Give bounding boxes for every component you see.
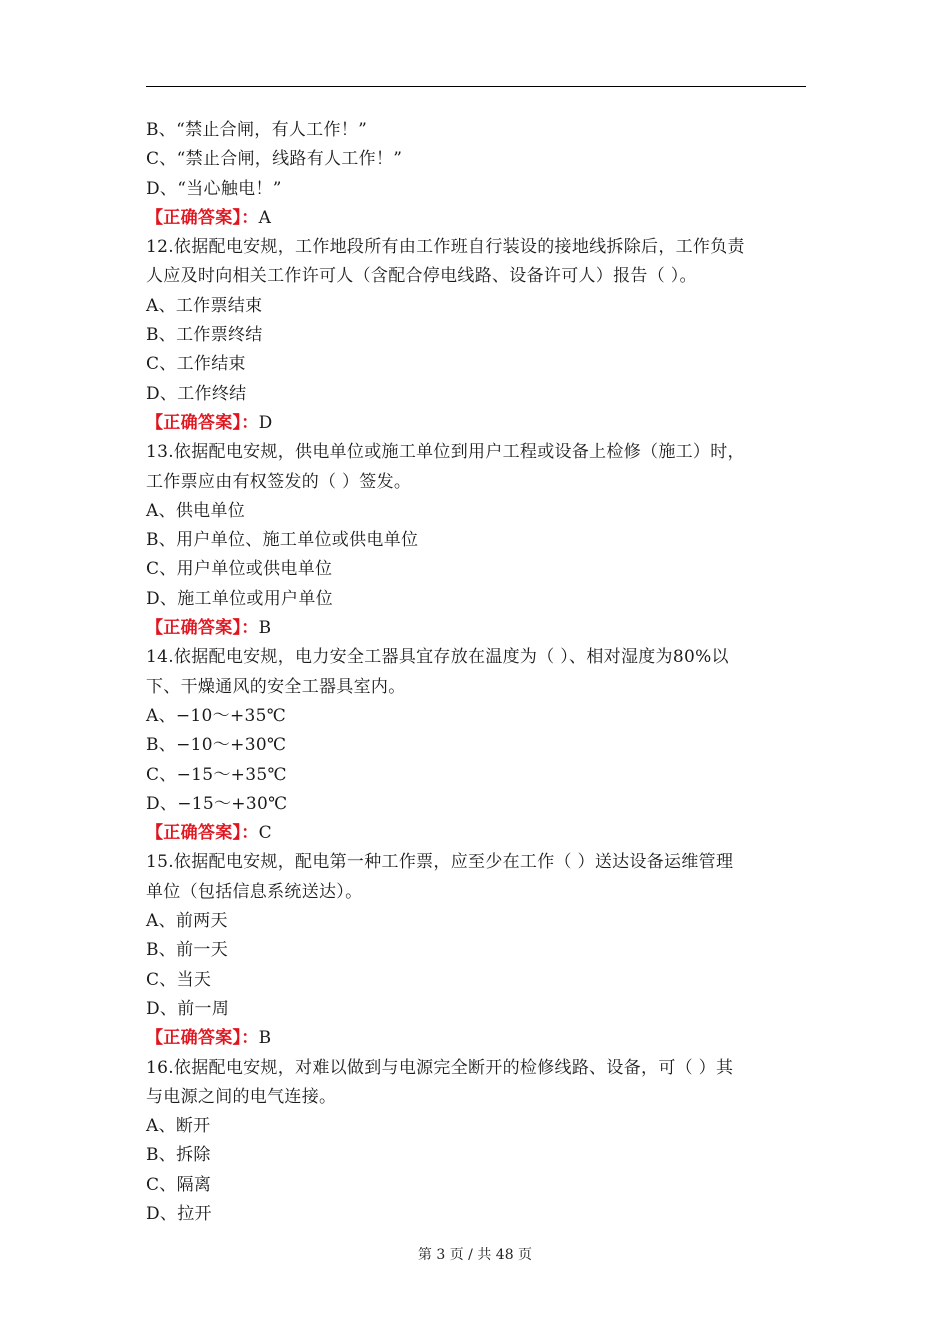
option-text: D、拉开: [146, 1203, 212, 1224]
answer-label: 【正确答案】：: [146, 823, 259, 844]
document-body: [146, 116, 806, 1229]
answer-line: [146, 409, 806, 438]
question-text: 14.依据配电安规，电力安全工器具宜存放在温度为（ ）、相对湿度为80%以: [146, 647, 729, 668]
question-text: 单位（包括信息系统送达）。: [146, 881, 363, 902]
option-text: B、拆除: [146, 1145, 211, 1166]
option-text: B、工作票终结: [146, 325, 263, 346]
answer-line: [146, 204, 806, 233]
answer-value: B: [258, 618, 272, 639]
option-text: B、−10～+30℃: [146, 735, 287, 756]
answer-label: 【正确答案】：: [146, 1028, 259, 1049]
answer-label: 【正确答案】：: [146, 618, 259, 639]
header-rule: [146, 86, 806, 87]
answer-value: B: [258, 1028, 272, 1049]
option-text: A、前两天: [146, 911, 228, 932]
page-footer: 第 3 页 / 共 48 页: [417, 1247, 533, 1263]
answer-line: [146, 1024, 806, 1053]
option-text: C、用户单位或供电单位: [146, 559, 333, 580]
answer-label: 【正确答案】：: [146, 412, 259, 433]
option-text: B、“禁止合闸，有人工作！”: [146, 120, 368, 140]
option-text: A、−10～+35℃: [146, 705, 287, 726]
option-text: A、供电单位: [146, 500, 246, 521]
option-text: C、隔离: [146, 1174, 212, 1195]
question-text: 下、干燥通风的安全工器具室内。: [146, 676, 406, 697]
option-text: D、“当心触电！”: [146, 178, 282, 199]
option-text: C、−15～+35℃: [146, 764, 287, 785]
option-text: B、用户单位、施工单位或供电单位: [146, 530, 419, 551]
answer-label: 【正确答案】：: [146, 207, 259, 228]
answer-value: D: [258, 412, 273, 433]
question-text: 人应及时向相关工作许可人（含配合停电线路、设备许可人）报告（ ）。: [146, 266, 697, 287]
option-text: A、工作票结束: [146, 295, 263, 316]
option-text: D、工作终结: [146, 383, 247, 404]
answer-line: [146, 819, 806, 848]
question-text: 12.依据配电安规，工作地段所有由工作班自行装设的接地线拆除后，工作负责: [146, 237, 745, 258]
option-text: B、前一天: [146, 940, 228, 961]
option-text: A、断开: [146, 1116, 211, 1137]
option-text: C、工作结束: [146, 354, 246, 375]
option-text: C、当天: [146, 969, 212, 990]
option-text: D、施工单位或用户单位: [146, 588, 333, 609]
option-text: C、“禁止合闸，线路有人工作！”: [146, 149, 403, 170]
answer-value: A: [258, 207, 272, 228]
answer-value: C: [258, 823, 272, 844]
question-text: 工作票应由有权签发的（ ）签发。: [146, 471, 412, 492]
question-text: 15.依据配电安规，配电第一种工作票，应至少在工作（ ）送达设备运维管理: [146, 852, 734, 873]
option-text: D、−15～+30℃: [146, 793, 288, 814]
answer-line: [146, 614, 806, 643]
question-text: 与电源之间的电气连接。: [146, 1086, 337, 1107]
option-text: D、前一周: [146, 998, 230, 1019]
question-text: 16.依据配电安规，对难以做到与电源完全断开的检修线路、设备，可（ ）其: [146, 1057, 734, 1078]
question-text: 13.依据配电安规，供电单位或施工单位到用户工程或设备上检修（施工）时，: [146, 442, 745, 463]
